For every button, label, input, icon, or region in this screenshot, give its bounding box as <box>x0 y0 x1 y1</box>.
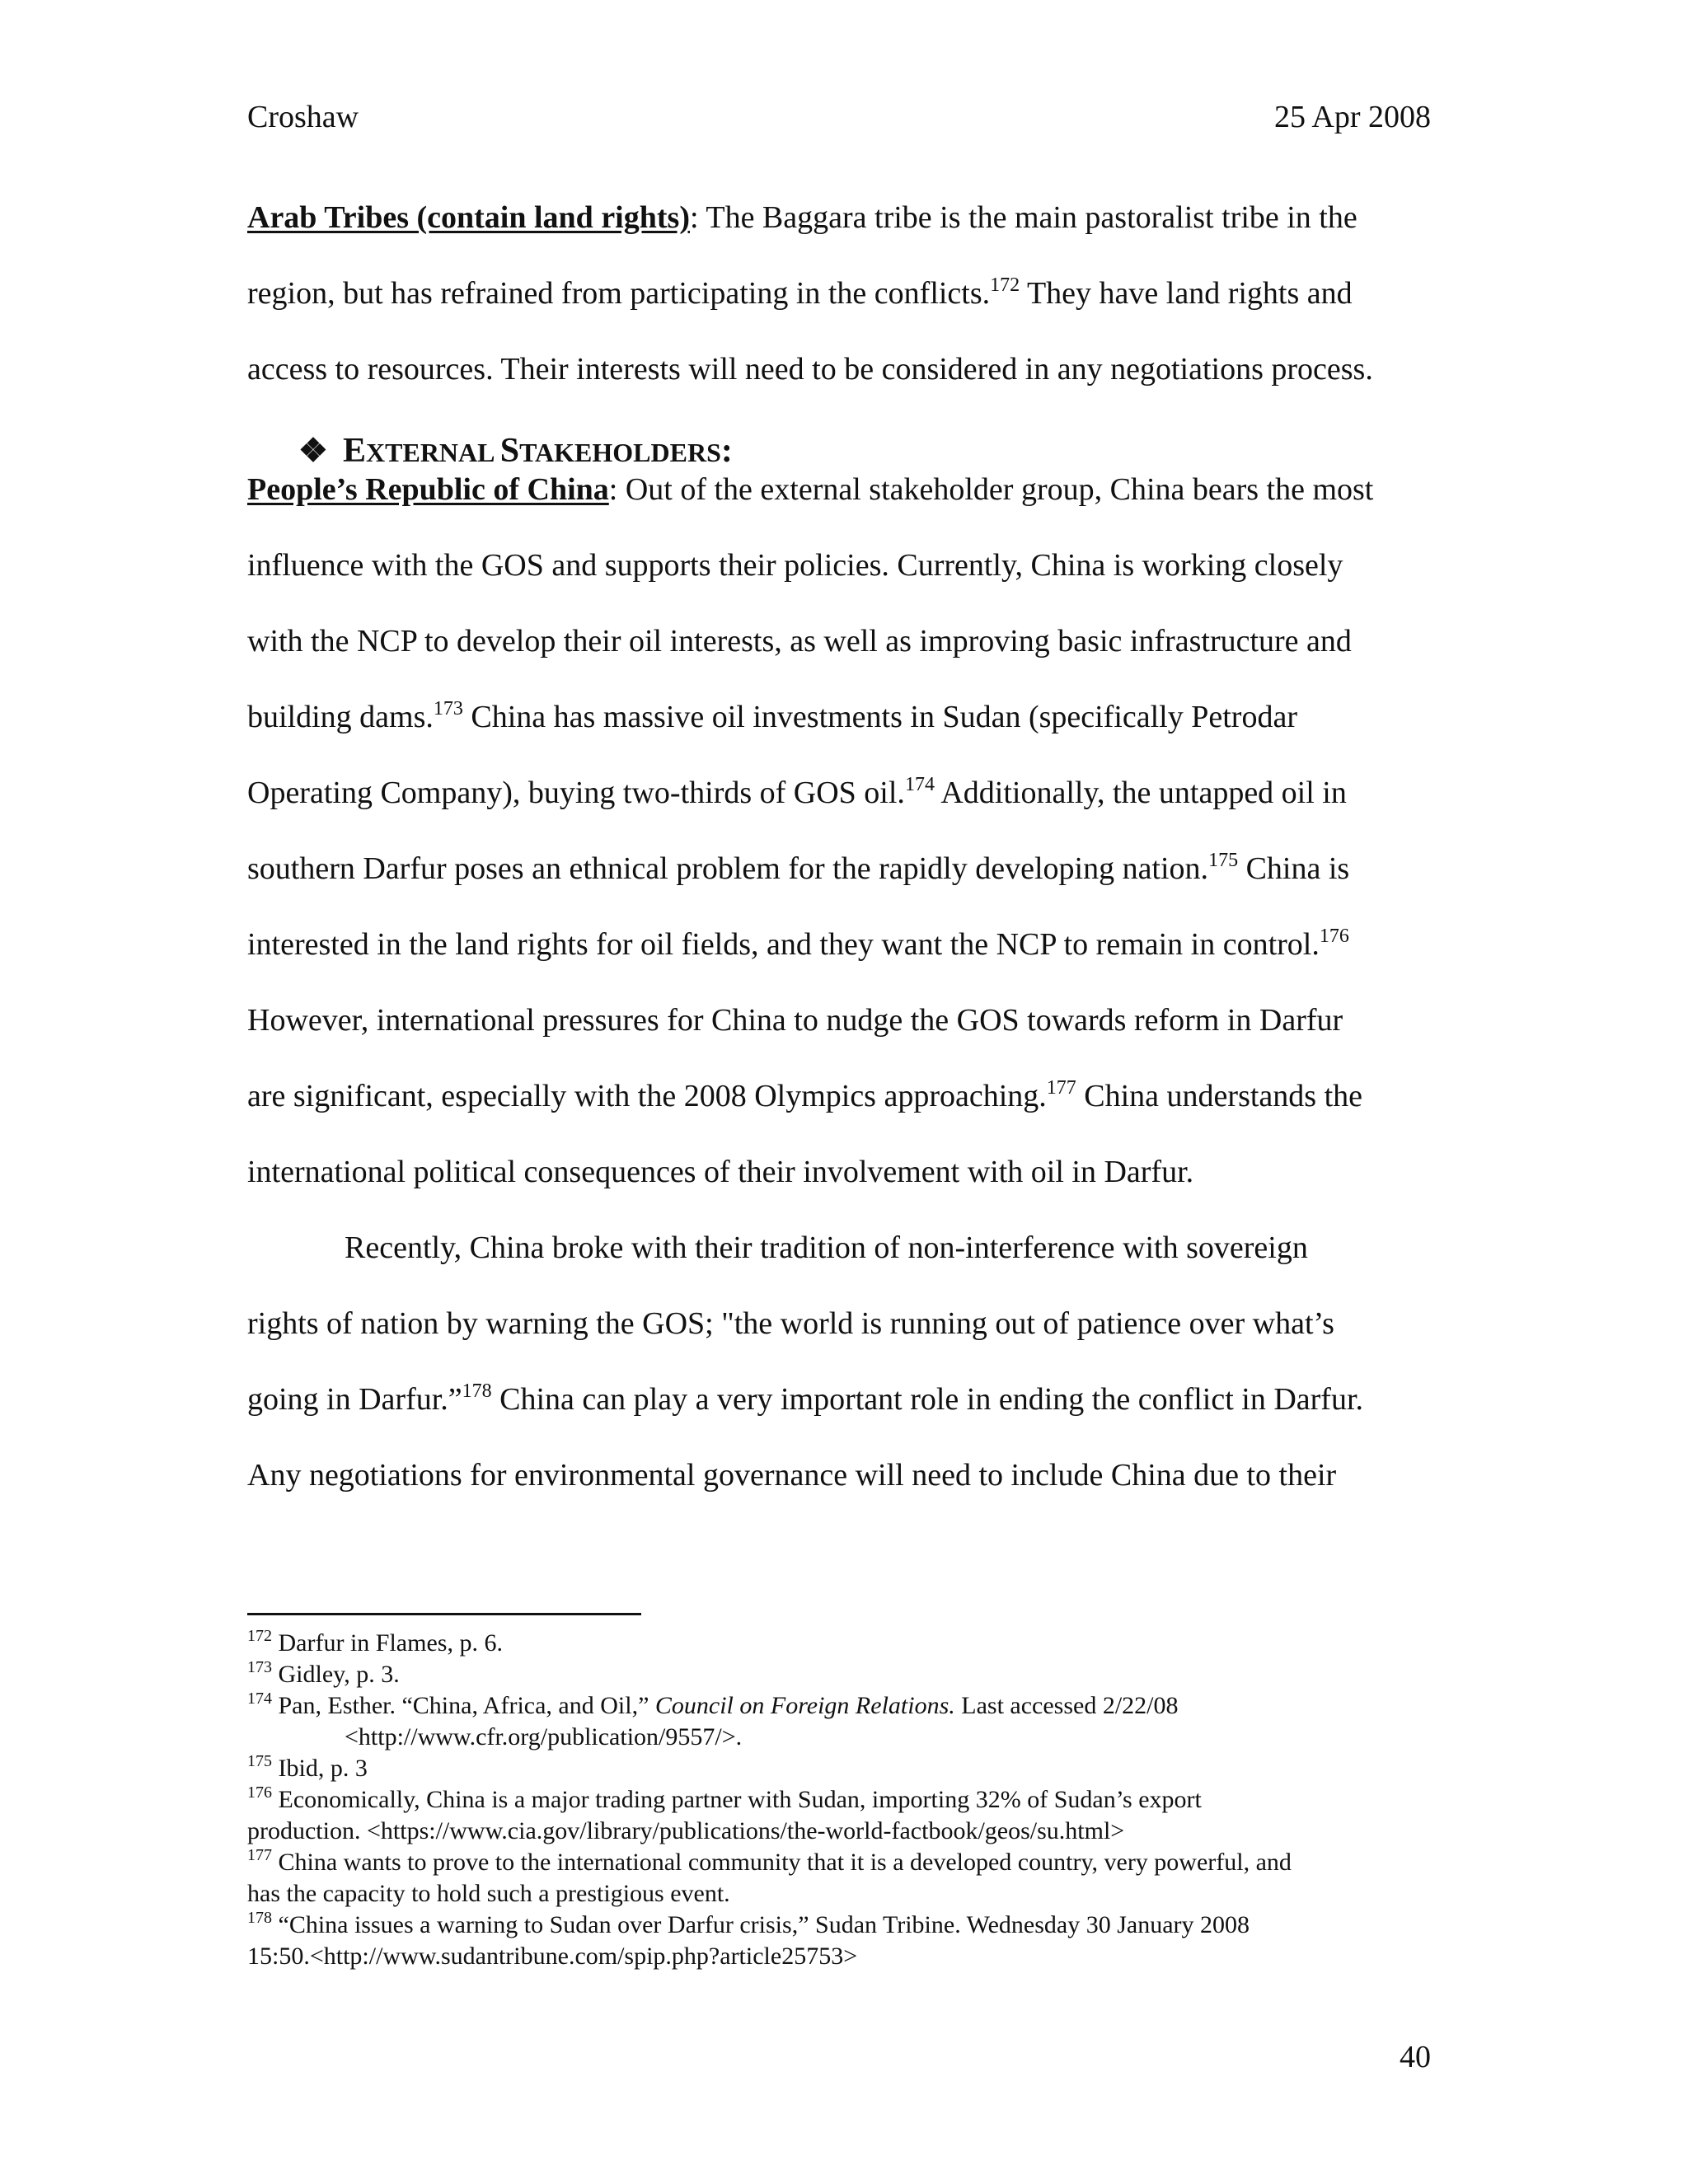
china-line-4: building dams.$^{173}$ China has massive oil investments in Sudan (specifically Petrodar <box>247 698 1297 734</box>
china-line-5: Operating Company), buying two-thirds of GOS oil.$^{174}$ Additionally, the untapped oil in <box>247 774 1347 810</box>
china-term: People’s Republic of China <box>247 472 609 507</box>
china-line-8: However, international pressures for China to nudge the GOS towards reform in Darfur <box>247 1003 1343 1038</box>
arab-line-3: access to resources. Their interests will need to be considered in any negotiations process. <box>247 352 1373 387</box>
para2-line-1: Recently, China broke with their tradition of non-interference with sovereign <box>345 1230 1308 1265</box>
footnote-177: $^{177}$ China wants to prove to the international community that it is a developed country, very powerful, and <box>247 1846 1292 1876</box>
footnote-173: $^{173}$ Gidley, p. 3. <box>247 1658 400 1688</box>
footnote-ref-174: 174 <box>904 774 935 795</box>
china-line-2: influence with the GOS and supports their policies. Currently, China is working closely <box>247 548 1343 583</box>
footnote-ref-175: 175 <box>1208 850 1239 871</box>
arab-line-2: region, but has refrained from participating in the conflicts.$^{172}$ They have land rights and <box>247 274 1353 311</box>
section-heading-external-stakeholders: ❖ EXTERNAL STAKEHOLDERS: <box>298 432 733 470</box>
header-date: 25 Apr 2008 <box>1274 100 1431 134</box>
footnote-174: $^{174}$ Pan, Esther. “China, Africa, and Oil,” Council on Foreign Relations. Last accessed 2/22/08 <box>247 1690 1179 1719</box>
china-line-10: international political consequences of their involvement with oil in Darfur. <box>247 1155 1194 1189</box>
footnote-ref-176: 176 <box>1319 926 1349 947</box>
para2-line-2: rights of nation by warning the GOS; "the world is running out of patience over what’s <box>247 1306 1334 1341</box>
footnote-ref-172: 172 <box>990 274 1020 296</box>
page-number: 40 <box>1400 2040 1431 2074</box>
footnote-178: $^{178}$ “China issues a warning to Sudan over Darfur crisis,” Sudan Tribine. Wednesday 30 January 2008 <box>247 1909 1250 1938</box>
footnote-ref-177: 177 <box>1046 1077 1076 1099</box>
footnote-separator <box>247 1613 641 1615</box>
china-line-1: People’s Republic of China: Out of the external stakeholder group, China bears the most <box>247 472 1374 507</box>
footnote-176: $^{176}$ Economically, China is a major trading partner with Sudan, importing 32% of Sudan’s export <box>247 1783 1202 1813</box>
arab-line-1: Arab Tribes (contain land rights): The Baggara tribe is the main pastoralist tribe in the <box>247 200 1357 235</box>
footnote-ref-178: 178 <box>462 1380 492 1402</box>
footnote-176-cont: production. <https://www.cia.gov/library/publications/the-world-factbook/geos/su.html> <box>247 1817 1125 1844</box>
arab-term: Arab Tribes (contain land rights) <box>247 200 690 235</box>
para2-line-3: going in Darfur.”$^{178}$ China can play a very important role in ending the conflict in Darfur. <box>247 1380 1363 1417</box>
china-line-6: southern Darfur poses an ethnical problem for the rapidly developing nation.$^{175}$ China is <box>247 850 1350 886</box>
china-line-9: are significant, especially with the 2008 Olympics approaching.$^{177}$ China understands the <box>247 1077 1362 1113</box>
footnote-172: $^{172}$ Darfur in Flames, p. 6. <box>247 1627 503 1657</box>
footnote-174-cont: <http://www.cfr.org/publication/9557/>. <box>345 1723 743 1750</box>
footnote-ref-173: 173 <box>433 698 463 719</box>
header-author: Croshaw <box>247 100 359 134</box>
para2-line-4: Any negotiations for environmental governance will need to include China due to their <box>247 1458 1337 1493</box>
footnote-175: $^{175}$ Ibid, p. 3 <box>247 1752 368 1782</box>
footnote-178-cont: 15:50.<http://www.sudantribune.com/spip.php?article25753> <box>247 1943 858 1970</box>
china-line-7: interested in the land rights for oil fields, and they want the NCP to remain in control.$^{176}$ <box>247 926 1349 962</box>
diamond-bullet-icon: ❖ <box>298 432 328 469</box>
china-line-3: with the NCP to develop their oil interests, as well as improving basic infrastructure and <box>247 624 1352 658</box>
footnote-177-cont: has the capacity to hold such a prestigious event. <box>247 1880 730 1907</box>
